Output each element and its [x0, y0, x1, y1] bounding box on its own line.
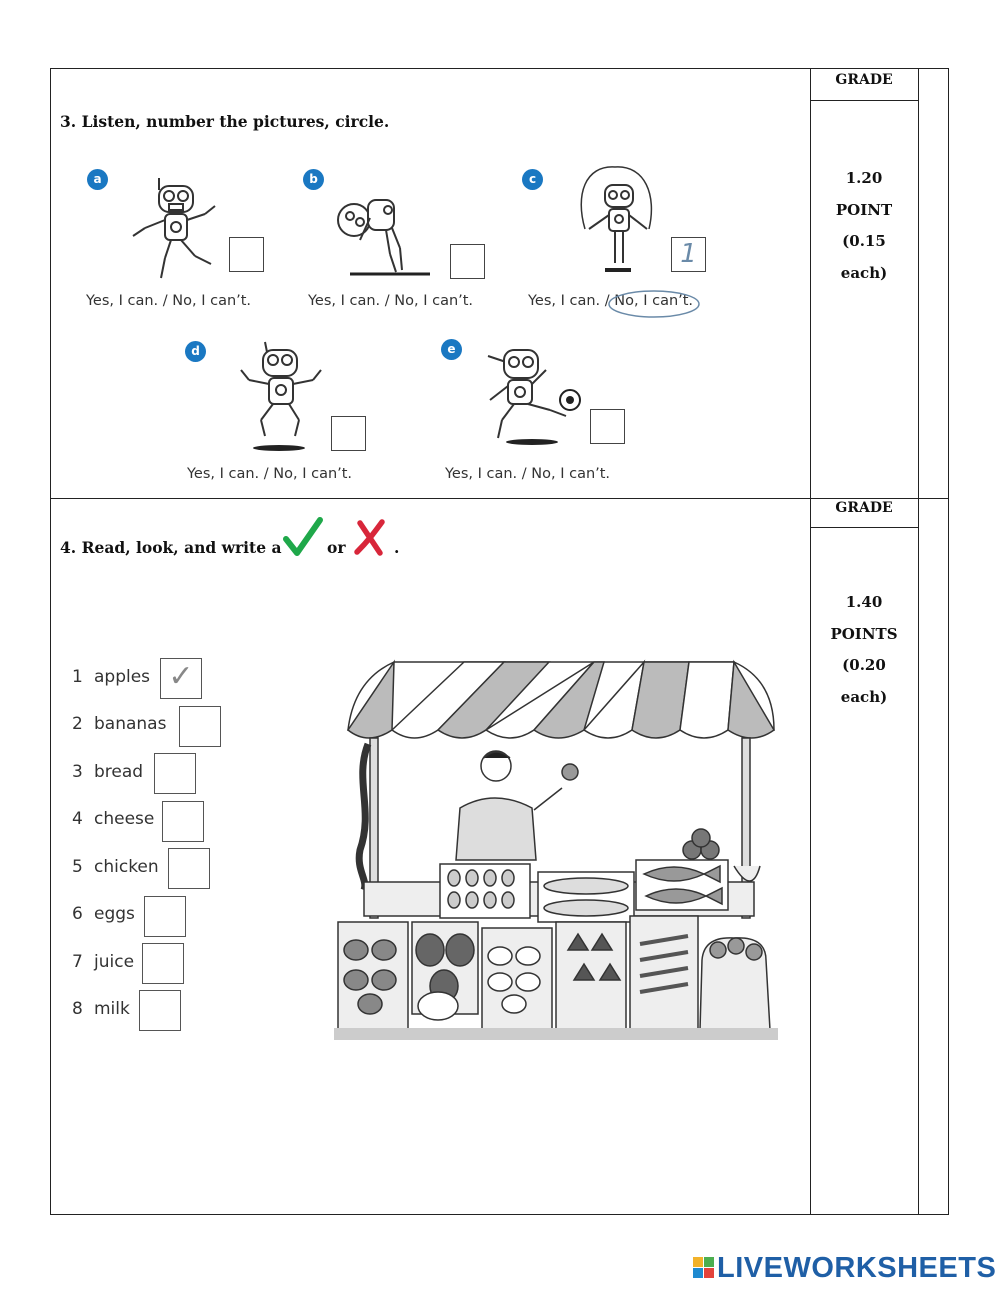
item-word: cheese: [94, 809, 155, 829]
points-unit: POINTS: [830, 624, 898, 643]
list-item-chicken: [72, 857, 159, 877]
list-item-juice: [72, 952, 134, 972]
item-number: 5: [72, 857, 83, 877]
check-box-apples[interactable]: ✓: [160, 658, 202, 699]
table-divider-row: [50, 498, 949, 499]
tick-icon: [283, 517, 323, 557]
answer-box-c[interactable]: 1: [671, 237, 706, 272]
answer-text-c[interactable]: Yes, I can. / No, I can’t.: [528, 293, 694, 309]
item-number: 1: [72, 667, 83, 687]
section4-or-text: or: [327, 538, 346, 557]
points-value: 1.20: [845, 169, 883, 187]
grade-divider-1: [810, 100, 918, 101]
table-divider-col2: [918, 68, 919, 1215]
answer-box-d[interactable]: [331, 416, 366, 451]
list-item-cheese: [72, 809, 154, 829]
item-word: eggs: [94, 904, 135, 924]
robot-jumping-illustration: [237, 340, 327, 452]
section4-points: [810, 587, 918, 713]
points-each-label: each): [840, 263, 888, 282]
answer-text-b[interactable]: Yes, I can. / No, I can’t.: [308, 293, 474, 309]
table-border-bottom: [50, 1214, 949, 1215]
cross-icon: [354, 519, 386, 555]
item-word: chicken: [94, 857, 159, 877]
table-border-left: [50, 68, 51, 1215]
points-each-value: (0.15: [842, 232, 886, 250]
list-item-bananas: [72, 714, 166, 734]
item-word: milk: [94, 999, 130, 1019]
robot-dancing-illustration: [125, 178, 225, 284]
item-word: bread: [94, 762, 144, 782]
liveworksheets-logo[interactable]: [693, 1252, 996, 1285]
list-item-milk: [72, 999, 130, 1019]
check-box-cheese[interactable]: [162, 801, 204, 842]
item-badge-a: a: [87, 169, 108, 190]
item-number: 7: [72, 952, 83, 972]
section4-title: 4. Read, look, and write a: [60, 538, 282, 557]
answer-text-d[interactable]: Yes, I can. / No, I can’t.: [187, 466, 353, 482]
answer-box-a[interactable]: [229, 237, 264, 272]
item-number: 4: [72, 809, 83, 829]
logo-text: LIVEWORKSHEETS: [717, 1252, 997, 1284]
check-box-juice[interactable]: [142, 943, 184, 984]
market-stall-illustration: [334, 660, 778, 1042]
section3-grade-label: GRADE: [835, 72, 893, 88]
item-badge-e: e: [441, 339, 462, 360]
section4-end-text: .: [394, 538, 400, 557]
section3-title: 3. Listen, number the pictures, circle.: [60, 112, 390, 131]
points-value: 1.40: [845, 593, 883, 611]
check-box-chicken[interactable]: [168, 848, 210, 889]
list-item-bread: [72, 762, 143, 782]
table-border-top: [50, 68, 949, 69]
item-badge-d: d: [185, 341, 206, 362]
points-each-value: (0.20: [842, 656, 886, 674]
item-word: juice: [94, 952, 135, 972]
check-box-eggs[interactable]: [144, 896, 186, 937]
section3-points: [810, 163, 918, 289]
item-number: 8: [72, 999, 83, 1019]
item-word: apples: [94, 667, 151, 687]
logo-tiles-icon: [693, 1257, 715, 1279]
answer-box-b[interactable]: [450, 244, 485, 279]
points-each-label: each): [840, 687, 888, 706]
points-unit: POINT: [835, 200, 893, 219]
list-item-apples: [72, 667, 150, 687]
item-number: 6: [72, 904, 83, 924]
check-box-bananas[interactable]: [179, 706, 221, 747]
check-box-bread[interactable]: [154, 753, 196, 794]
answer-circle-c: [606, 288, 702, 320]
section4-grade-label: GRADE: [835, 500, 893, 516]
answer-text-a[interactable]: Yes, I can. / No, I can’t.: [86, 293, 252, 309]
answer-box-e[interactable]: [590, 409, 625, 444]
item-word: bananas: [94, 714, 167, 734]
item-badge-b: b: [303, 169, 324, 190]
check-box-milk[interactable]: [139, 990, 181, 1031]
robot-skipping-illustration: [575, 165, 665, 277]
robot-bending-illustration: [330, 188, 440, 278]
item-number: 2: [72, 714, 83, 734]
answer-text-e[interactable]: Yes, I can. / No, I can’t.: [445, 466, 611, 482]
table-border-right: [948, 68, 949, 1215]
grade-divider-2: [810, 527, 918, 528]
list-item-eggs: [72, 904, 135, 924]
item-number: 3: [72, 762, 83, 782]
item-badge-c: c: [522, 169, 543, 190]
robot-football-illustration: [480, 340, 590, 448]
